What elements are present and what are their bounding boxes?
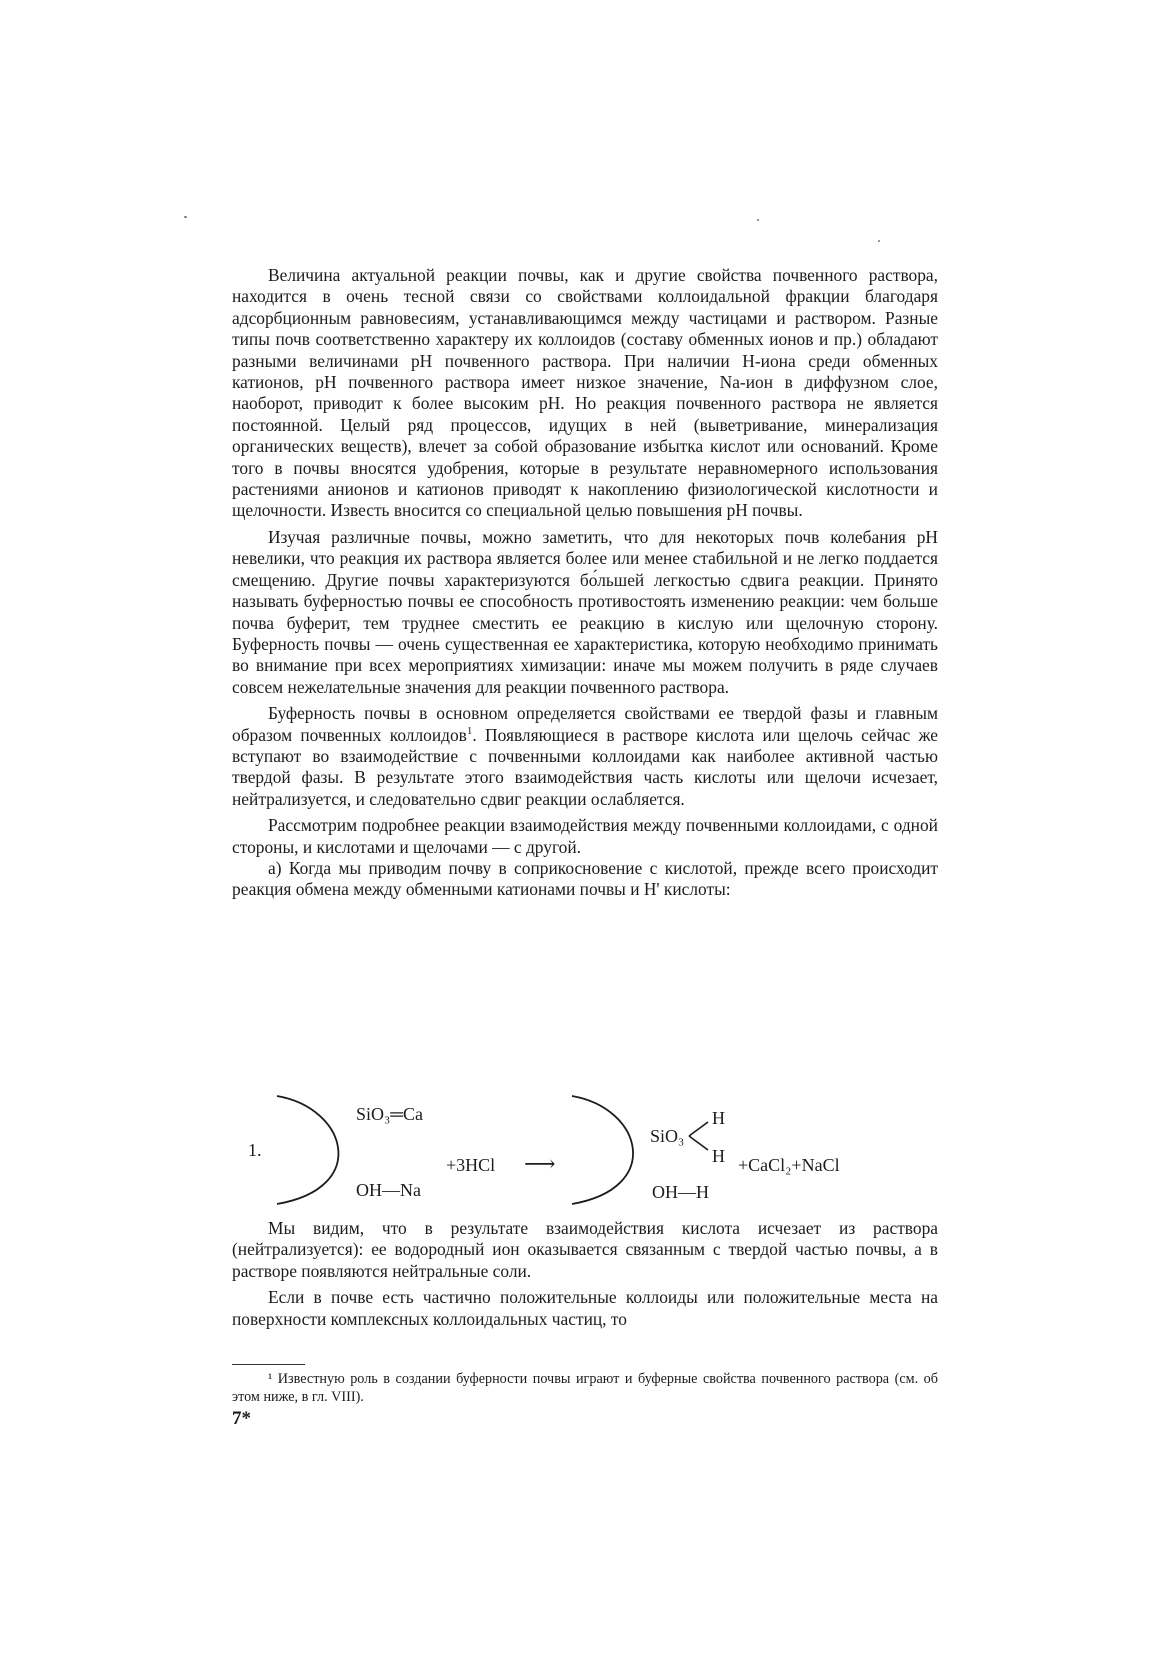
scan-speck	[184, 216, 187, 218]
main-text	[232, 265, 938, 901]
paragraph: а) Когда мы приводим почву в соприкосновение с кислотой, прежде всего происходит реакция обмена между обменными катионами почвы и H' кислоты:	[232, 857, 938, 900]
left-top-formula: SiO₃═Ca	[356, 1104, 424, 1124]
chemical-equation	[232, 1090, 938, 1210]
paragraph: Величина актуальной реакции почвы, как и другие свойства почвенного раствора, находится в очень тесной связи со свойствами коллоидальной фракции благодаря адсорбционным равновесиям, устанавливающимся между частицами и раствором. Разные типы почв соответственно характеру их коллоидов (составу обменных ионов и пр.) обладают разными величинами pH почвенного раствора. При наличии H-иона среди обменных катионов, pH почвенного раствора имеет низкое значение, Na-ион в диффузном слое, наоборот, приводит к более высоким pH. Но реакция почвенного раствора не является постоянной. Целый ряд процессов, идущих в ней (выветривание, минерализация органических веществ), влечет за собой образование избытка кислот или оснований. Кроме того в почвы вносятся удобрения, которые в результате неравномерного использования растениями анионов и катионов приводят к накоплению физиологической кислотности и щелочности. Известь вносится со специальной целью повышения pH почвы.	[232, 265, 938, 521]
products: +CaCl₂+NaCl	[738, 1155, 840, 1175]
left-bottom-formula: OH—Na	[356, 1180, 421, 1200]
colloid-arc-left	[277, 1096, 338, 1204]
footnote-marker: ¹	[268, 1371, 273, 1387]
footnote-rule	[232, 1364, 305, 1365]
paragraph: Изучая различные почвы, можно заметить, что для некоторых почв колебания pH невелики, что реакция их раствора является более или менее стабильной и не легко поддается смещению. Другие почвы характеризуются бо́льшей легкостью сдвига реакции. Принято называть буферностью почвы ее способность противостоять изменению реакции: чем больше почва буферит, тем труднее сместить ее реакцию в кислую или щелочную сторону. Буферность почвы — очень существенная ее характеристика, которую необходимо принимать во внимание при всех мероприятиях химизации: иначе мы можем получить в ряде случаев совсем нежелательные значения для реакции почвенного раствора.	[232, 526, 938, 697]
right-bottom-formula: OH—H	[652, 1182, 709, 1202]
page-number: 7*	[232, 1408, 251, 1429]
paragraph: Мы видим, что в результате взаимодействия кислота исчезает из раствора (нейтрализуется): ее водородный ион оказывается связанным с твердой частью почвы, а в растворе появляются нейтральные соли.	[232, 1218, 938, 1281]
scan-speck	[878, 240, 880, 242]
footnote-ref: 1	[466, 724, 473, 737]
equation-number: 1.	[248, 1140, 262, 1160]
paragraph: Если в почве есть частично положительные коллоиды или положительные места на поверхности комплексных коллоидальных частиц, то	[232, 1287, 938, 1329]
bond-lines	[689, 1122, 708, 1150]
footnote	[232, 1370, 938, 1406]
paragraph-text: . Появляющиеся в растворе кислота или щелочь сейчас же вступают во взаимодействие с почвенными коллоидами как наиболее активной частью твердой фазы. В результате этого взаимодействия часть кислоты или щелочи исчезает, нейтрализуется, и следовательно сдвиг реакции ослабляется.	[232, 724, 938, 809]
colloid-arc-right	[572, 1096, 633, 1204]
hydrogen-lower: H	[712, 1146, 725, 1166]
continuation-text	[232, 1218, 938, 1330]
footnote-text: Известную роль в создании буферности почвы играют и буферные свойства почвенного раствора (см. об этом ниже, в гл. VIII).	[232, 1371, 938, 1405]
paragraph	[232, 703, 938, 810]
reaction-arrow: ⟶	[524, 1151, 556, 1176]
reagent: +3HCl	[446, 1155, 496, 1175]
scan-speck	[757, 219, 759, 221]
paragraph-text: Буферность почвы в основном определяется свойствами ее твердой фазы и главным образом почвенных коллоидов	[232, 703, 938, 745]
hydrogen-upper: H	[712, 1108, 725, 1128]
equation-brackets	[232, 1090, 938, 1210]
paragraph: Рассмотрим подробнее реакции взаимодействия между почвенными коллоидами, с одной стороны, и кислотами и щелочами — с другой.	[232, 815, 938, 857]
right-top-formula: SiO₃	[650, 1126, 685, 1146]
